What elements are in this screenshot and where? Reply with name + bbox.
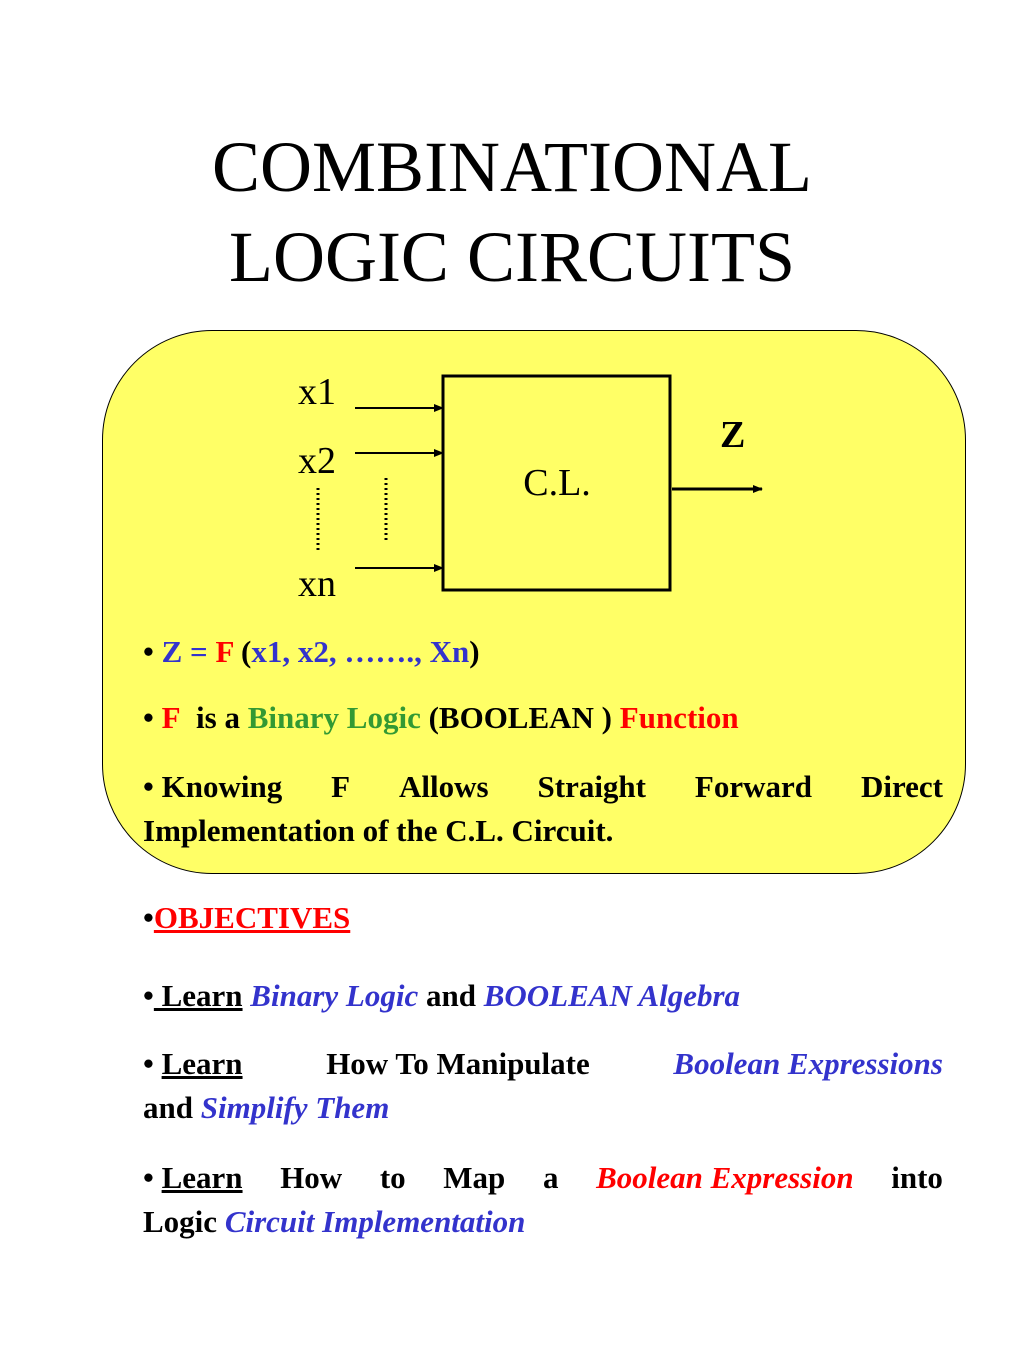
bullet-mark: • [143,700,154,735]
title-line-1: COMBINATIONAL [212,127,812,207]
panel-bullet-1 [143,632,480,672]
panel-bullet-3 [143,765,943,853]
bullet-mark: • [143,769,154,804]
input-label-xn: xn [298,563,336,605]
function-args: x1, x2, ……., Xn [251,634,470,669]
how-to-text: How To Manipulate [326,1046,590,1081]
word-straight: Straight [537,769,646,804]
panel-bullet-2 [143,698,739,738]
objectives-title: OBJECTIVES [153,900,351,935]
objective-item-2 [143,1042,943,1130]
boolean-algebra-text: BOOLEAN Algebra [483,978,741,1013]
input-label-x1: x1 [298,371,336,413]
boolean-expression-text: Boolean Expression [596,1160,854,1195]
objective-item-3-line-1 [143,1156,943,1200]
objectives-heading [143,898,350,938]
bullet-mark: • [143,1160,154,1195]
and-text: and [425,978,476,1013]
word-f: F [331,769,351,804]
close-paren: ) [469,634,480,669]
is-a-text: is a [196,700,240,735]
to-text: to [379,1160,406,1195]
word-allows: Allows [399,769,489,804]
binary-logic-text: Binary Logic [250,978,419,1013]
f-symbol: F [161,700,181,735]
into-text: into [891,1160,943,1195]
panel-bullet-3-line-2: Implementation of the C.L. Circuit. [143,813,614,848]
function-text: Function [619,700,739,735]
objective-item-3 [143,1156,943,1244]
circuit-implementation-text: Circuit Implementation [224,1204,526,1239]
cl-block-label: C.L. [523,462,591,504]
equals-sign: = [182,634,216,669]
learn-text: Learn [161,1046,243,1081]
objective-item-1 [143,976,740,1016]
a-text: a [542,1160,559,1195]
objective-item-3-line-2 [143,1200,943,1244]
bullet-mark: • [143,634,154,669]
bullet-mark: • [143,900,154,935]
output-label-z: Z [720,414,746,456]
title-line-2: LOGIC CIRCUITS [228,217,795,297]
boolean-text: (BOOLEAN ) [428,700,613,735]
learn-text: Learn [153,978,243,1013]
learn-text: Learn [161,1160,243,1195]
word-forward: Forward [694,769,813,804]
input-label-x2: x2 [298,440,336,482]
how-text: How [280,1160,343,1195]
map-text: Map [443,1160,506,1195]
simplify-text: Simplify Them [200,1090,390,1125]
z-symbol: Z [161,634,183,669]
word-direct: Direct [860,769,943,804]
boolean-expressions-text: Boolean Expressions [673,1046,943,1081]
combinational-circuit-diagram [0,0,1024,620]
and-text: and [143,1090,193,1125]
objective-item-2-line-1 [143,1042,943,1086]
bullet-mark: • [143,1046,154,1081]
logic-text: Logic [143,1204,218,1239]
bullet-mark: • [143,978,154,1013]
open-paren: ( [233,634,252,669]
objective-item-2-line-2 [143,1086,943,1130]
f-symbol: F [215,634,234,669]
panel-bullet-3-line-1 [143,765,943,809]
binary-logic-text: Binary Logic [247,700,421,735]
word-knowing: Knowing [161,769,283,804]
